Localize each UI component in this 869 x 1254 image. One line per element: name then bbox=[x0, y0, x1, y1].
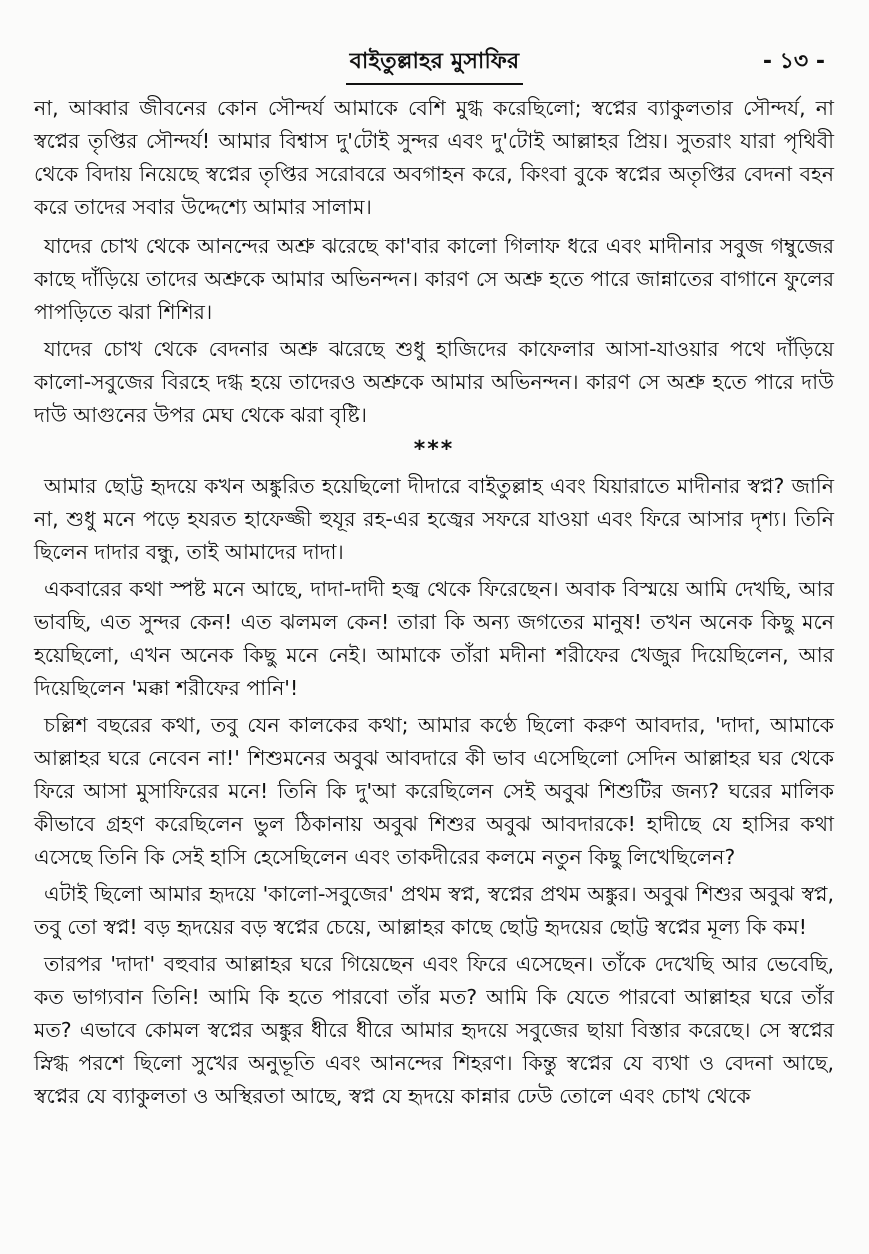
paragraph: তারপর 'দাদা' বহুবার আল্লাহর ঘরে গিয়েছেন এবং ফিরে এসেছেন। তাঁকে দেখেছি আর ভেবেছি, কত ভাগ্যবান তিনি! আমি কি হতে পারবো তাঁর মত? আমি কি যেতে পারবো আল্লাহর ঘরে তাঁর মত? এভাবে কোমল স্বপ্নের অঙ্কুর ধীরে ধীরে আমার হৃদয়ে সবুজের ছায়া বিস্তার করেছে। সে স্বপ্নের স্নিগ্ধ পরশে ছিলো সুখের অনুভূতি এবং আনন্দের শিহরণ। কিন্তু স্বপ্নের যে ব্যথা ও বেদনা আছে, স্বপ্নের যে ব্যাকুলতা ও অস্থিরতা আছে, স্বপ্ন যে হৃদয়ে কান্নার ঢেউ তোলে এবং চোখ থেকে bbox=[34, 952, 834, 1108]
paragraph: এটাই ছিলো আমার হৃদয়ে 'কালো-সবুজের' প্রথম স্বপ্ন, স্বপ্নের প্রথম অঙ্কুর। অবুঝ শিশুর অবুঝ স্বপ্ন, তবু তো স্বপ্ন! বড় হৃদয়ের বড় স্বপ্নের চেয়ে, আল্লাহর কাছে ছোট্ট হৃদয়ের ছোট্ট স্বপ্নের মূল্য কি কম! bbox=[34, 882, 834, 939]
paragraph: চল্লিশ বছরের কথা, তবু যেন কালকের কথা; আমার কণ্ঠে ছিলো করুণ আবদার, 'দাদা, আমাকে আল্লাহর ঘরে নেবেন না!' শিশুমনের অবুঝ আবদারে কী ভাব এসেছিলো সেদিন আল্লাহর ঘর থেকে ফিরে আসা মুসাফিরের মনে! তিনি কি দু'আ করেছিলেন সেই অবুঝ শিশুটির জন্য? ঘরের মালিক কীভাবে গ্রহণ করেছিলেন ভুল ঠিকানায় অবুঝ শিশুর অবুঝ আবদারকে! হাদীছে যে হাসির কথা এসেছে তিনি কি সেই হাসি হেসেছিলেন এবং তাকদীরের কলমে নতুন কিছু লিখেছিলেন? bbox=[34, 713, 834, 869]
body-text bbox=[34, 92, 834, 1117]
section-separator: *** bbox=[413, 437, 455, 462]
running-title-text: বাইতুল্লাহর মুসাফির bbox=[346, 44, 524, 85]
page-number: - ১৩ - bbox=[762, 49, 825, 74]
paragraph: না, আব্বার জীবনের কোন সৌন্দর্য আমাকে বেশি মুগ্ধ করেছিলো; স্বপ্নের ব্যাকুলতার সৌন্দর্য, না স্বপ্নের তৃপ্তির সৌন্দর্য! আমার বিশ্বাস দু'টোই সুন্দর এবং দু'টোই আল্লাহর প্রিয়। সুতরাং যারা পৃথিবী থেকে বিদায় নিয়েছে স্বপ্নের তৃপ্তির সরোবরে অবগাহন করে, কিংবা বুকে স্বপ্নের অতৃপ্তির বেদনা বহন করে তাদের সবার উদ্দেশ্যে আমার সালাম। bbox=[34, 96, 834, 219]
running-title bbox=[36, 44, 833, 85]
paragraph: আমার ছোট্ট হৃদয়ে কখন অঙ্কুরিত হয়েছিলো দীদারে বাইতুল্লাহ এবং যিয়ারাতে মাদীনার স্বপ্ন? জানি না, শুধু মনে পড়ে হযরত হাফেজ্জী হুযূর রহ-এর হজ্বের সফরে যাওয়া এবং ফিরে আসার দৃশ্য। তিনি ছিলেন দাদার বন্ধু, তাই আমাদের দাদা। bbox=[34, 474, 834, 564]
paragraph: যাদের চোখ থেকে বেদনার অশ্রু ঝরেছে শুধু হাজিদের কাফেলার আসা-যাওয়ার পথে দাঁড়িয়ে কালো-সবুজের বিরহে দগ্ধ হয়ে তাদেরও অশ্রুকে আমার অভিনন্দন। কারণ সে অশ্রু হতে পারে দাউ দাউ আগুনের উপর মেঘ থেকে ঝরা বৃষ্টি। bbox=[34, 337, 834, 427]
paragraph: একবারের কথা স্পষ্ট মনে আছে, দাদা-দাদী হজ্ব থেকে ফিরেছেন। অবাক বিস্ময়ে আমি দেখছি, আর ভাবছি, এত সুন্দর কেন! এত ঝলমল কেন! তারা কি অন্য জগতের মানুষ! তখন অনেক কিছু মনে হয়েছিলো, এখন অনেক কিছু মনে নেই। আমাকে তাঁরা মদীনা শরীফের খেজুর দিয়েছিলেন, আর দিয়েছিলেন 'মক্কা শরীফের পানি'! bbox=[34, 577, 834, 700]
page-header bbox=[36, 44, 833, 78]
paragraph: যাদের চোখ থেকে আনন্দের অশ্রু ঝরেছে কা'বার কালো গিলাফ ধরে এবং মাদীনার সবুজ গম্বুজের কাছে দাঁড়িয়ে তাদের অশ্রুকে আমার অভিনন্দন। কারণ সে অশ্রু হতে পারে জান্নাতের বাগানে ফুলের পাপড়িতে ঝরা শিশির। bbox=[34, 234, 834, 324]
